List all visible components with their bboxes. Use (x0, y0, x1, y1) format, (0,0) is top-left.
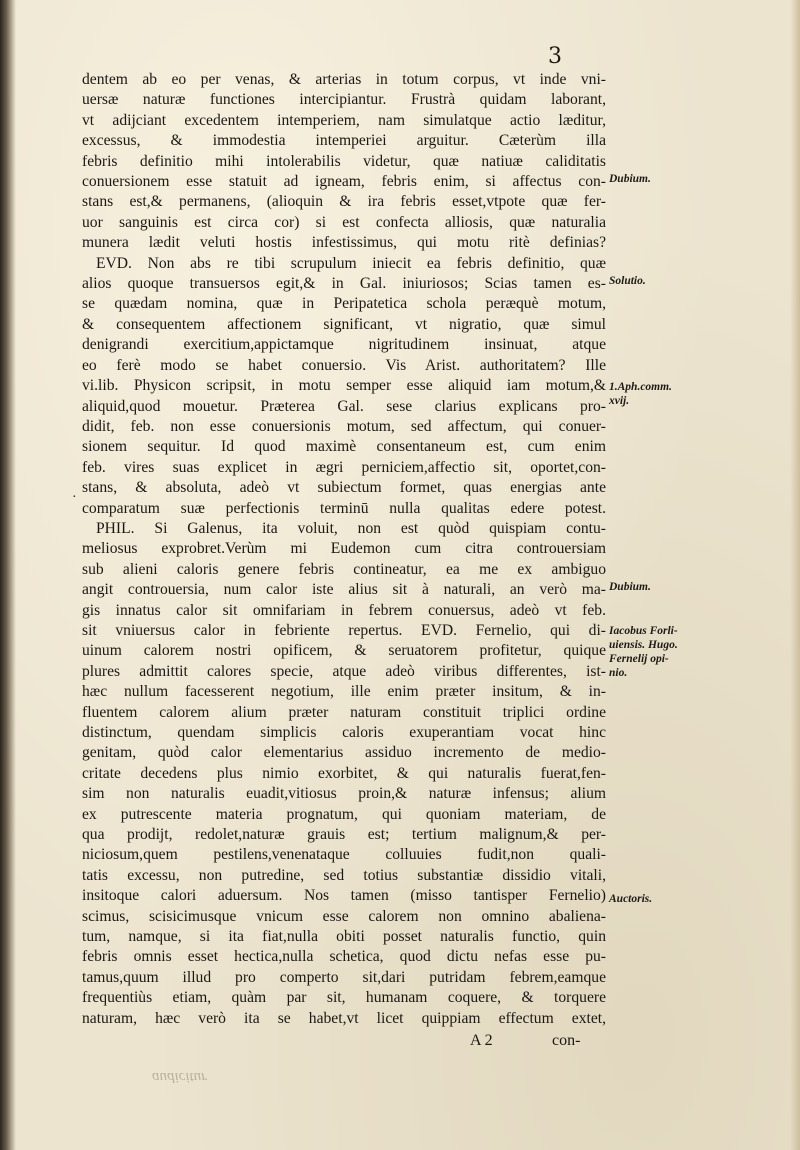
text-line: conuersionem esse statuit ad igneam, febris enim, si affectus con- (82, 173, 606, 191)
text-line: & consequentem affectionem significant, vt nigratio, quæ simul (82, 315, 606, 333)
text-line: aliquid,quod mouetur. Præterea Gal. sese clarius explicans pro- (82, 397, 606, 415)
margin-note-aph-comm (609, 380, 672, 408)
text-line: dentem ab eo per venas, & arterias in totum corpus, vt inde vni- (82, 71, 606, 88)
main-text (82, 70, 606, 1029)
text-line: munera lædit veluti hostis infestissimus, qui motu ritè definias? (82, 234, 606, 252)
catchword: con- (552, 1032, 581, 1049)
text-line: excessus, & immodestia intemperiei arguitur. Cæterùm illa (82, 132, 606, 150)
text-line: meliosus exprobret.Verùm mi Eudemon cum citra controuersiam (82, 540, 606, 558)
text-line: sub alieni caloris genere febris contineatur, ea me ex ambiguo (82, 560, 606, 578)
text-line: scimus, scisicimusque vnicum esse calorem non omnino abaliena- (82, 907, 606, 925)
margin-note-iacobus (609, 624, 678, 680)
text-line: sionem sequitur. Id quod maximè consentaneum est, cum enim (82, 438, 606, 456)
margin-note-dubium-2 (609, 580, 651, 594)
text-line: denigrandi exercitium,appictamque nigritudinem insinuat, atque (82, 336, 606, 354)
text-line: vi.lib. Physicon scripsit, in motu semper esse aliquid iam motum,& (82, 377, 606, 395)
text-line: tum, namque, si ita fiat,nulla obiti posset naturalis functio, quin (82, 928, 606, 946)
text-line: sit vniuersus calor in febriente repertus. EVD. Fernelio, qui di- (82, 621, 606, 639)
text-line: alios quoque transuersos egit,& in Gal. iniuriosos; Scias tamen es- (82, 275, 606, 293)
text-line: comparatum suæ perfectionis terminū nulla qualitas edere potest. (82, 499, 606, 517)
margin-note-line: xvij. (609, 395, 630, 407)
text-line: febris definitio mihi intolerabilis videtur, quæ natiuæ caliditatis (82, 152, 606, 170)
margin-note-line: Iacobus Forli- (609, 625, 678, 637)
text-line: frequentiùs etiam, quàm par sit, humanam coquere, & torquere (82, 989, 606, 1007)
margin-note-line: nio. (609, 667, 628, 679)
text-line: naturam, hæc verò ita se habet,vt licet quippiam effectum extet, (82, 1009, 606, 1027)
text-line: vt adijciant excedentem intemperiem, nam simulatque actio læditur, (82, 111, 606, 129)
margin-note-line: Solutio. (609, 275, 646, 287)
text-line: hæc nullum facesserent negotium, ille enim præter insitum, & in- (82, 683, 606, 701)
margin-note-auctoris (609, 892, 652, 906)
page-edge (790, 0, 800, 1150)
text-line: niciosum,quem pestilens,venenataque colluuies fudit,non quali- (82, 846, 606, 864)
margin-note-line: Dubium. (609, 173, 651, 185)
text-line: tatis excessu, non putredine, sed totius substantiæ dissidio vitali, (82, 866, 606, 884)
text-line: fluentem calorem alium præter naturam constituit triplici ordine (82, 703, 606, 721)
text-line: febris omnis esset hectica,nulla schetica, quod dictu nefas esse pu- (82, 948, 606, 966)
text-line: gis innatus calor sit omnifariam in febrem conuersus, adeò vt feb. (82, 601, 606, 619)
page-number: 3 (548, 44, 562, 69)
margin-note-line: 1.Aph.comm. (609, 381, 672, 393)
margin-note-line: Auctoris. (609, 893, 653, 905)
paragraph-mark: · (72, 490, 77, 505)
text-line: uor sanguinis est circa cor) si est confecta alliosis, quæ naturalia (82, 213, 606, 231)
binding-shadow (0, 0, 16, 1150)
text-line: sim non naturalis euadit,vitiosus proin,& naturæ infensus; alium (82, 785, 606, 803)
text-line: plures admittit calores specie, atque adeò viribus differentes, ist- (82, 662, 606, 680)
margin-note-dubium (609, 172, 651, 186)
signature-mark: A 2 (470, 1032, 493, 1049)
text-line: se quædam nomina, quæ in Peripatetica schola peræquè motum, (82, 295, 606, 313)
text-line: stans est,& permanens, (alioquin & ira febris esset,vtpote quæ fer- (82, 193, 606, 211)
text-line: EVD. Non abs re tibi scrupulum iniecit ea febris definitio, quæ (96, 254, 606, 272)
text-line: didit, feb. non esse conuersionis motum, sed affectum, qui conuer- (82, 417, 606, 435)
margin-note-line: Dubium. (609, 581, 651, 593)
text-line: qua prodijt, redolet,naturæ grauis est; tertium malignum,& per- (82, 826, 606, 844)
text-line: uinum calorem nostri opificem, & seruatorem profitetur, quique (82, 642, 606, 660)
text-line: insitoque calori aduersum. Nos tamen (misso tantisper Fernelio) (82, 887, 606, 905)
text-line: distinctum, quendam simplicis caloris exuperantiam vocat hinc (82, 724, 606, 741)
text-line: tamus,quum illud pro comperto sit,dari putridam febrem,eamque (82, 968, 606, 986)
text-line: genitam, quòd calor elementarius assiduo incremento de medio- (82, 744, 606, 762)
margin-note-line: Fernelij opi- (609, 653, 669, 665)
bleed-through-text: audicitur (152, 1069, 207, 1085)
text-line: ex putrescente materia prognatum, qui quoniam materiam, de (82, 805, 606, 823)
text-line: uersæ naturæ functiones intercipiantur. Frustrà quidam laborant, (82, 91, 606, 109)
text-line: PHIL. Si Galenus, ita voluit, non est quòd quispiam contu- (96, 519, 606, 537)
text-line: feb. vires suas explicet in ægri perniciem,affectio sit, oportet,con- (82, 458, 606, 476)
margin-note-solutio (609, 274, 646, 288)
text-line: stans, & absoluta, adeò vt subiectum formet, quas energias ante (82, 479, 606, 497)
text-line: eo ferè modo se habet conuersio. Vis Arist. authoritatem? Ille (82, 356, 606, 374)
text-line: angit controuersia, num calor iste alius sit à naturali, an verò ma- (82, 581, 606, 599)
text-line: critate decedens plus nimio exorbitet, & qui naturalis fuerat,fen- (82, 764, 606, 782)
margin-note-line: uiensis. Hugo. (609, 639, 678, 651)
